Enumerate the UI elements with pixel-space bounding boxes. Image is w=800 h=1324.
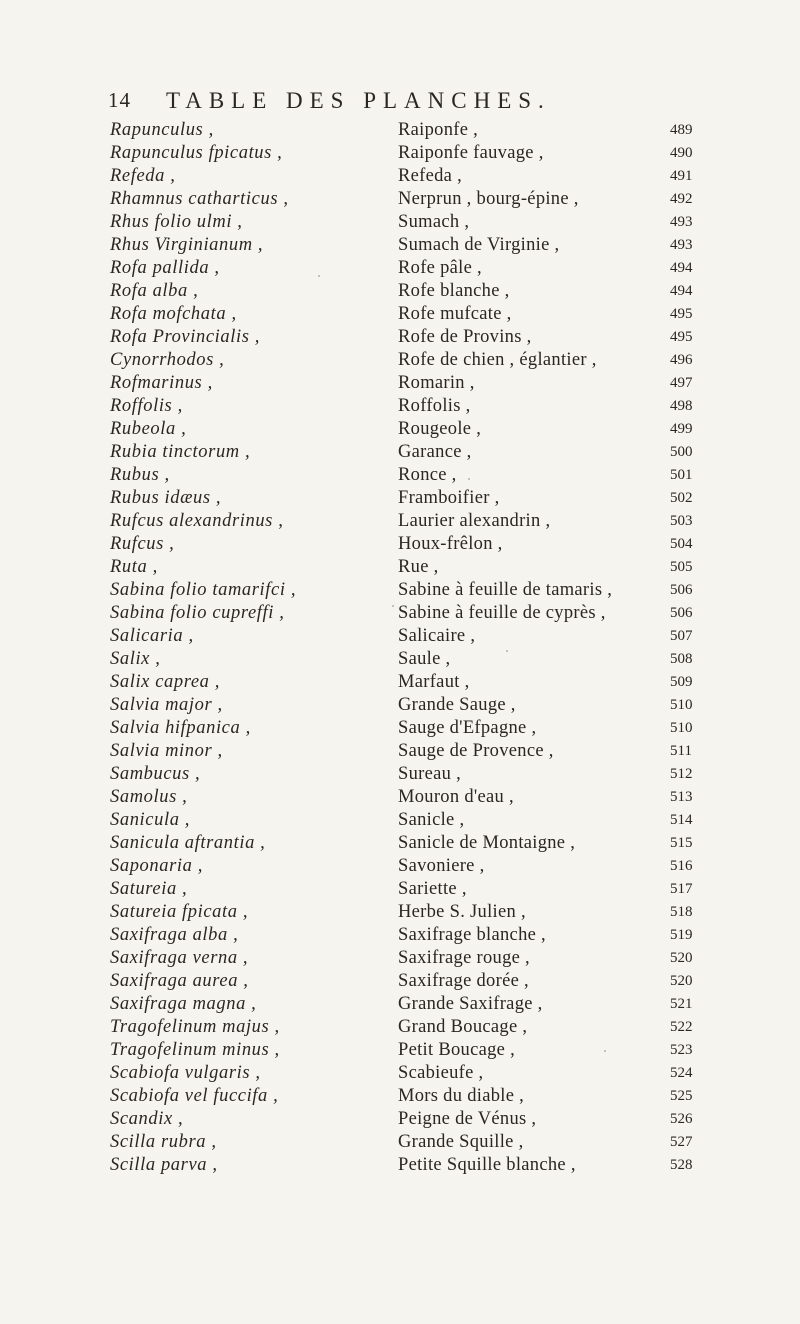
latin-name: Sanicula , [110, 810, 190, 830]
latin-name: Scabiofa vulgaris , [110, 1063, 261, 1083]
french-name: Sauge de Provence , [398, 741, 554, 761]
french-name: Sabine à feuille de cyprès , [398, 603, 606, 623]
latin-name: Scilla parva , [110, 1155, 218, 1175]
french-name: Sanicle de Montaigne , [398, 833, 576, 853]
plate-number: 518 [670, 904, 693, 920]
latin-name: Rofa mofchata , [110, 304, 237, 324]
french-name: Sabine à feuille de tamaris , [398, 580, 613, 600]
plate-number: 501 [670, 467, 693, 483]
french-name: Sumach , [398, 212, 470, 232]
plate-number: 528 [670, 1157, 693, 1173]
table-row [110, 557, 770, 580]
latin-name: Satureia fpicata , [110, 902, 249, 922]
plate-number: 505 [670, 559, 693, 575]
table-row [110, 856, 770, 879]
french-name: Grande Sauge , [398, 695, 516, 715]
table-row [110, 1132, 770, 1155]
plate-number: 490 [670, 145, 693, 161]
paper-speck [318, 275, 320, 277]
plate-number: 525 [670, 1088, 693, 1104]
plate-number: 509 [670, 674, 693, 690]
french-name: Garance , [398, 442, 472, 462]
latin-name: Saxifraga alba , [110, 925, 239, 945]
latin-name: Salvia major , [110, 695, 223, 715]
plate-number: 496 [670, 352, 693, 368]
latin-name: Rufcus , [110, 534, 175, 554]
latin-name: Rofmarinus , [110, 373, 213, 393]
table-row [110, 235, 770, 258]
table-row [110, 373, 770, 396]
table-row [110, 396, 770, 419]
plate-number: 520 [670, 973, 693, 989]
plate-number: 522 [670, 1019, 693, 1035]
plate-number: 524 [670, 1065, 693, 1081]
french-name: Grand Boucage , [398, 1017, 528, 1037]
page-header [108, 88, 628, 118]
plate-number: 508 [670, 651, 693, 667]
latin-name: Salicaria , [110, 626, 194, 646]
french-name: Rofe de Provins , [398, 327, 532, 347]
french-name: Petite Squille blanche , [398, 1155, 576, 1175]
plate-number: 493 [670, 237, 693, 253]
table-row [110, 465, 770, 488]
plate-number: 494 [670, 260, 693, 276]
french-name: Saxifrage dorée , [398, 971, 529, 991]
french-name: Petit Boucage , [398, 1040, 516, 1060]
latin-name: Sabina folio cupreffi , [110, 603, 285, 623]
french-name: Romarin , [398, 373, 475, 393]
latin-name: Rapunculus fpicatus , [110, 143, 283, 163]
paper-speck [506, 650, 508, 652]
paper-speck [604, 1050, 606, 1052]
table-row [110, 902, 770, 925]
table-row [110, 810, 770, 833]
latin-name: Rhus folio ulmi , [110, 212, 243, 232]
table-row [110, 994, 770, 1017]
french-name: Nerprun , bourg-épine , [398, 189, 579, 209]
latin-name: Rhamnus catharticus , [110, 189, 289, 209]
french-name: Rofe de chien , églantier , [398, 350, 597, 370]
french-name: Rougeole , [398, 419, 482, 439]
latin-name: Samolus , [110, 787, 188, 807]
french-name: Grande Saxifrage , [398, 994, 543, 1014]
french-name: Raiponfe fauvage , [398, 143, 544, 163]
latin-name: Rofa Provincialis , [110, 327, 260, 347]
plate-number: 521 [670, 996, 693, 1012]
latin-name: Rubia tinctorum , [110, 442, 251, 462]
latin-name: Salvia hifpanica , [110, 718, 251, 738]
french-name: Saule , [398, 649, 451, 669]
table-row [110, 879, 770, 902]
plate-number: 497 [670, 375, 693, 391]
french-name: Sanicle , [398, 810, 465, 830]
table-row [110, 212, 770, 235]
table-row [110, 442, 770, 465]
french-name: Saxifrage blanche , [398, 925, 546, 945]
latin-name: Rofa pallida , [110, 258, 220, 278]
paper-speck [392, 605, 394, 607]
french-name: Framboifier , [398, 488, 500, 508]
table-row [110, 764, 770, 787]
plate-number: 506 [670, 582, 693, 598]
table-row [110, 649, 770, 672]
latin-name: Rubus , [110, 465, 170, 485]
latin-name: Sambucus , [110, 764, 201, 784]
french-name: Sumach de Virginie , [398, 235, 560, 255]
table-row [110, 833, 770, 856]
table-row [110, 718, 770, 741]
french-name: Rofe pâle , [398, 258, 482, 278]
table-row [110, 258, 770, 281]
plate-number: 526 [670, 1111, 693, 1127]
latin-name: Scabiofa vel fuccifa , [110, 1086, 279, 1106]
latin-name: Rubeola , [110, 419, 187, 439]
plates-table [110, 120, 770, 1178]
plate-number: 492 [670, 191, 693, 207]
french-name: Grande Squille , [398, 1132, 524, 1152]
french-name: Rofe blanche , [398, 281, 510, 301]
plate-number: 502 [670, 490, 693, 506]
latin-name: Roffolis , [110, 396, 183, 416]
plate-number: 494 [670, 283, 693, 299]
latin-name: Rhus Virginianum , [110, 235, 264, 255]
latin-name: Rofa alba , [110, 281, 199, 301]
plate-number: 491 [670, 168, 693, 184]
table-row [110, 1040, 770, 1063]
table-row [110, 580, 770, 603]
french-name: Refeda , [398, 166, 463, 186]
plate-number: 500 [670, 444, 693, 460]
latin-name: Rubus idæus , [110, 488, 222, 508]
french-name: Roffolis , [398, 396, 471, 416]
table-row [110, 189, 770, 212]
table-row [110, 1017, 770, 1040]
plate-number: 520 [670, 950, 693, 966]
plate-number: 495 [670, 329, 693, 345]
latin-name: Salix , [110, 649, 161, 669]
table-row [110, 166, 770, 189]
latin-name: Sanicula aftrantia , [110, 833, 266, 853]
plate-number: 517 [670, 881, 693, 897]
table-row [110, 695, 770, 718]
french-name: Scabieufe , [398, 1063, 484, 1083]
french-name: Mors du diable , [398, 1086, 525, 1106]
french-name: Rofe mufcate , [398, 304, 512, 324]
french-name: Savoniere , [398, 856, 485, 876]
latin-name: Scilla rubra , [110, 1132, 217, 1152]
plate-number: 511 [670, 743, 692, 759]
french-name: Laurier alexandrin , [398, 511, 551, 531]
plate-number: 495 [670, 306, 693, 322]
table-row [110, 741, 770, 764]
french-name: Peigne de Vénus , [398, 1109, 537, 1129]
table-row [110, 419, 770, 442]
table-row [110, 511, 770, 534]
latin-name: Tragofelinum minus , [110, 1040, 280, 1060]
latin-name: Satureia , [110, 879, 188, 899]
latin-name: Saponaria , [110, 856, 203, 876]
french-name: Sauge d'Efpagne , [398, 718, 537, 738]
plate-number: 503 [670, 513, 693, 529]
latin-name: Rufcus alexandrinus , [110, 511, 284, 531]
table-row [110, 626, 770, 649]
plate-number: 527 [670, 1134, 693, 1150]
table-row [110, 787, 770, 810]
latin-name: Salix caprea , [110, 672, 220, 692]
table-row [110, 350, 770, 373]
french-name: Sureau , [398, 764, 462, 784]
plate-number: 516 [670, 858, 693, 874]
french-name: Rue , [398, 557, 439, 577]
plate-number: 504 [670, 536, 693, 552]
table-row [110, 603, 770, 626]
latin-name: Salvia minor , [110, 741, 223, 761]
french-name: Saxifrage rouge , [398, 948, 530, 968]
plate-number: 514 [670, 812, 693, 828]
table-row [110, 925, 770, 948]
latin-name: Refeda , [110, 166, 176, 186]
table-row [110, 1155, 770, 1178]
plate-number: 493 [670, 214, 693, 230]
plate-number: 515 [670, 835, 693, 851]
french-name: Sariette , [398, 879, 467, 899]
table-row [110, 304, 770, 327]
table-row [110, 120, 770, 143]
table-row [110, 948, 770, 971]
latin-name: Sabina folio tamarifci , [110, 580, 297, 600]
french-name: Houx-frêlon , [398, 534, 503, 554]
table-row [110, 971, 770, 994]
french-name: Herbe S. Julien , [398, 902, 526, 922]
plate-number: 507 [670, 628, 693, 644]
latin-name: Rapunculus , [110, 120, 214, 140]
table-row [110, 281, 770, 304]
plate-number: 499 [670, 421, 693, 437]
plate-number: 512 [670, 766, 693, 782]
table-row [110, 672, 770, 695]
french-name: Ronce , [398, 465, 457, 485]
table-row [110, 534, 770, 557]
plate-number: 510 [670, 697, 693, 713]
latin-name: Saxifraga verna , [110, 948, 249, 968]
table-row [110, 488, 770, 511]
plate-number: 489 [670, 122, 693, 138]
plate-number: 519 [670, 927, 693, 943]
paper-speck [468, 478, 470, 480]
plate-number: 513 [670, 789, 693, 805]
plate-number: 506 [670, 605, 693, 621]
page-number: 14 [108, 88, 131, 112]
plate-number: 510 [670, 720, 693, 736]
page-title: TABLE DES PLANCHES. [166, 88, 551, 113]
french-name: Mouron d'eau , [398, 787, 514, 807]
french-name: Salicaire , [398, 626, 476, 646]
table-row [110, 1086, 770, 1109]
latin-name: Ruta , [110, 557, 158, 577]
french-name: Marfaut , [398, 672, 470, 692]
latin-name: Saxifraga magna , [110, 994, 257, 1014]
table-row [110, 327, 770, 350]
latin-name: Cynorrhodos , [110, 350, 225, 370]
plate-number: 523 [670, 1042, 693, 1058]
plate-number: 498 [670, 398, 693, 414]
table-row [110, 1063, 770, 1086]
table-row [110, 143, 770, 166]
table-row [110, 1109, 770, 1132]
latin-name: Tragofelinum majus , [110, 1017, 280, 1037]
latin-name: Scandix , [110, 1109, 184, 1129]
latin-name: Saxifraga aurea , [110, 971, 249, 991]
french-name: Raiponfe , [398, 120, 479, 140]
